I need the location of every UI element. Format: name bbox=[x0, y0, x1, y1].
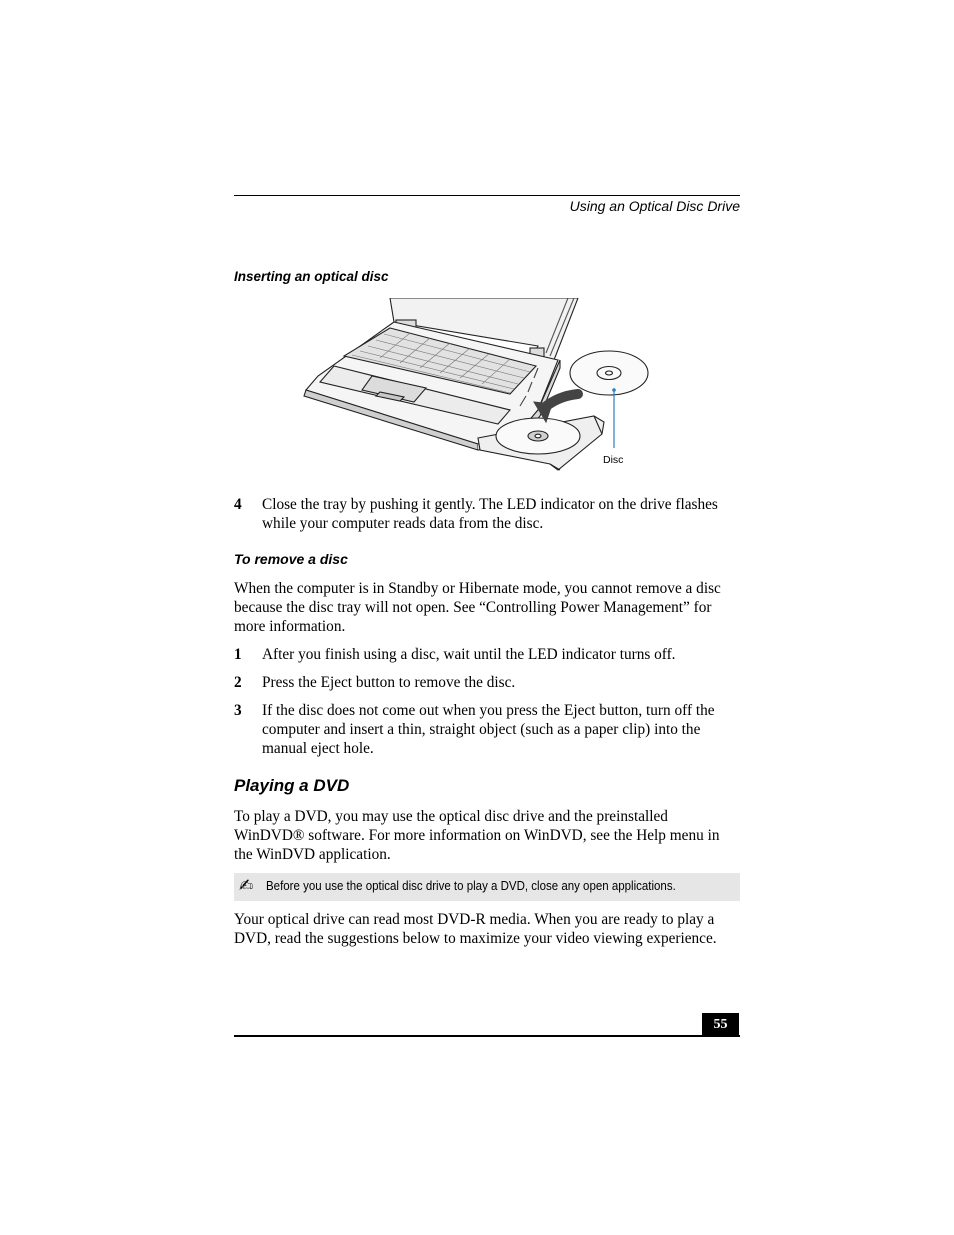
step-text: If the disc does not come out when you press the Eject button, turn off the computer and insert a thin, straight object (such as a paper clip) into the manual eject hole. bbox=[262, 702, 715, 757]
footer-rule bbox=[234, 1035, 740, 1037]
step-number: 2 bbox=[234, 674, 242, 691]
dvd-closing: Your optical drive can read most DVD-R media. When you are ready to play a DVD, read the suggestions below to maximize your video viewing experience. bbox=[234, 911, 717, 947]
running-header: Using an Optical Disc Drive bbox=[569, 198, 740, 214]
step-text: After you finish using a disc, wait until the LED indicator turns off. bbox=[262, 646, 676, 663]
step-number: 4 bbox=[234, 496, 242, 513]
section-title-playing-dvd: Playing a DVD bbox=[234, 776, 350, 795]
page-number: 55 bbox=[702, 1013, 739, 1037]
step-number: 3 bbox=[234, 702, 242, 719]
dvd-intro: To play a DVD, you may use the optical disc drive and the preinstalled WinDVD® software. For more information on WinDVD, see the Help menu in the WinDVD application. bbox=[234, 808, 720, 863]
remove-disc-intro: When the computer is in Standby or Hibernate mode, you cannot remove a disc because the disc tray will not open. See “Controlling Power Management” for more information. bbox=[234, 580, 721, 635]
note-box bbox=[234, 873, 740, 901]
header-rule bbox=[234, 195, 740, 196]
subheading-remove-disc: To remove a disc bbox=[234, 551, 348, 567]
step-number: 1 bbox=[234, 646, 242, 663]
pencil-note-icon: ✍ bbox=[239, 876, 254, 896]
step-text: Press the Eject button to remove the disc. bbox=[262, 674, 516, 691]
step-text: Close the tray by pushing it gently. The LED indicator on the drive flashes while your computer reads data from the disc. bbox=[262, 496, 718, 532]
disc-callout-label: Disc bbox=[603, 454, 624, 466]
laptop-disc-illustration bbox=[298, 298, 658, 473]
note-text: Before you use the optical disc drive to play a DVD, close any open applications. bbox=[266, 879, 676, 893]
figure-caption: Inserting an optical disc bbox=[234, 269, 389, 284]
